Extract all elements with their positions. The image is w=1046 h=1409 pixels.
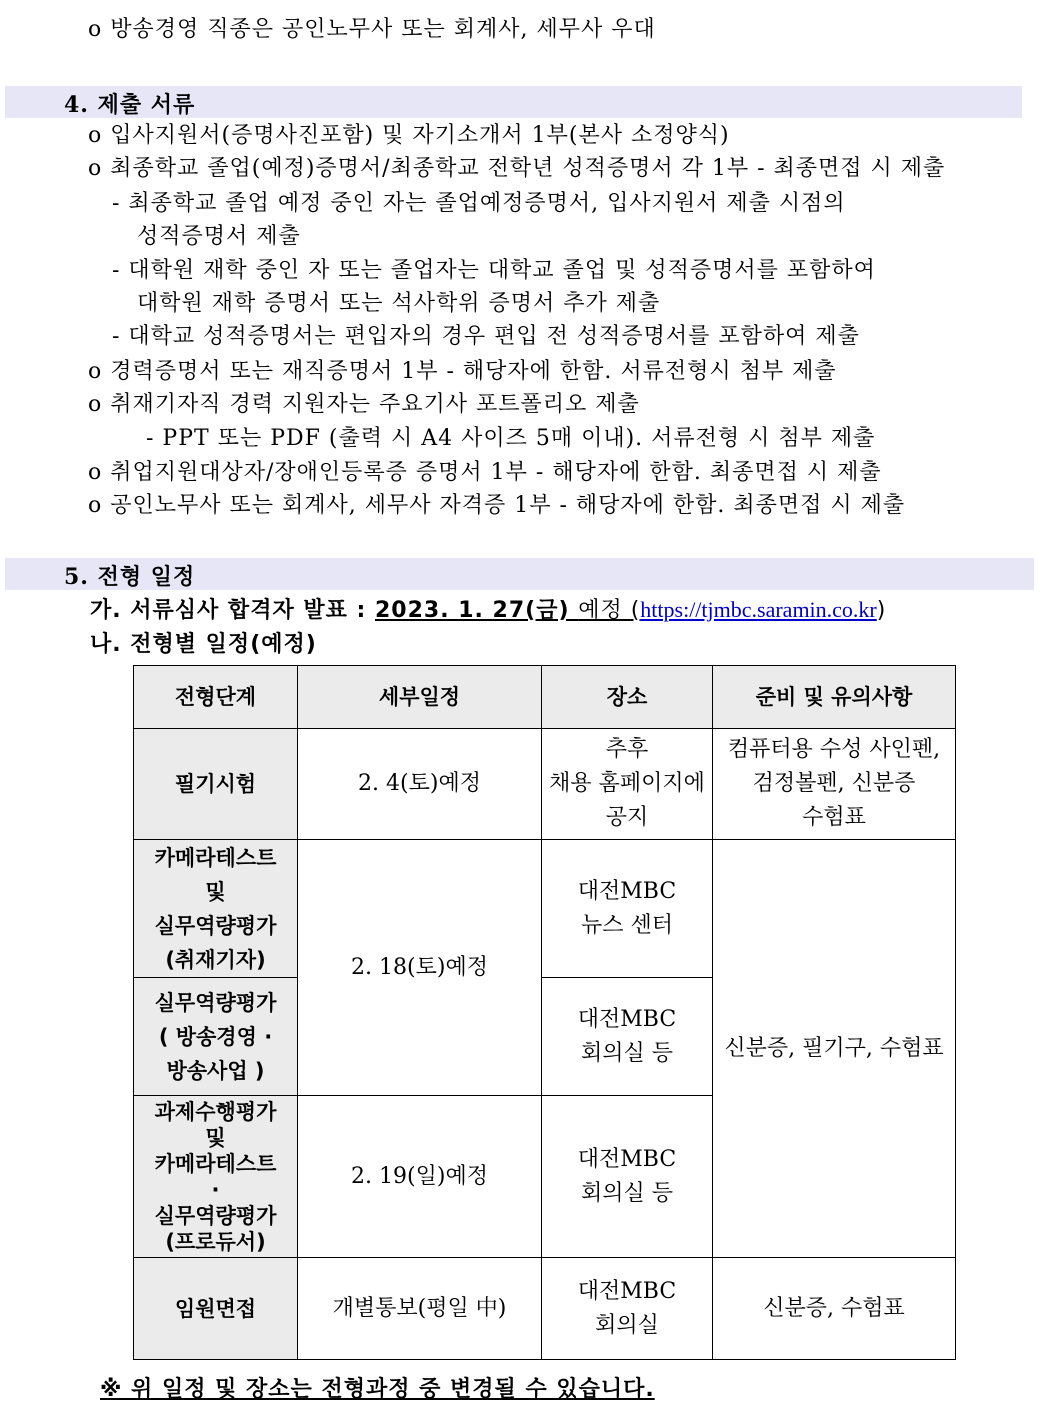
stage-interview: 임원면접 [134, 1258, 298, 1360]
stage-camera-line: 및 [205, 879, 226, 904]
announcement-paren-close: ) [876, 598, 887, 623]
place-practical-line: 대전MBC [577, 1006, 677, 1032]
place-interview [542, 1258, 713, 1360]
doc-item: o 최종학교 졸업(예정)증명서/최종학교 전학년 성적증명서 각 1부 - 최종면접 시 제출 [88, 156, 946, 181]
stage-practical-line: 방송사업 ) [166, 1058, 265, 1083]
place-producer [542, 1096, 713, 1258]
header-date: 세부일정 [298, 666, 542, 729]
stage-producer-line: 과제수행평가 [154, 1099, 277, 1124]
table-row-interview [134, 1258, 956, 1360]
stage-practical-line: 실무역량평가 [154, 990, 277, 1015]
schedule-subtitle: 나. 전형별 일정(예정) [90, 632, 317, 657]
doc-subitem-cont: 성적증명서 제출 [137, 224, 301, 249]
doc-item: o 경력증명서 또는 재직증명서 1부 - 해당자에 한함. 서류전형시 첨부 제출 [88, 359, 837, 384]
doc-item: o 입사지원서(증명사진포함) 및 자기소개서 1부(본사 소정양식) [88, 123, 730, 148]
doc-subitem: - 대학원 재학 중인 자 또는 졸업자는 대학교 졸업 및 성적증명서를 포함하여 [112, 258, 876, 283]
place-written-line: 추후 [605, 737, 649, 762]
stage-written: 필기시험 [134, 729, 298, 840]
section5-title: 5. 전형 일정 [64, 564, 196, 590]
place-practical [542, 978, 713, 1096]
place-interview-line: 대전MBC [577, 1278, 677, 1304]
place-camera-line: 뉴스 센터 [580, 912, 673, 938]
prep-shared: 신분증, 필기구, 수험표 [713, 840, 956, 1258]
stage-camera [134, 840, 298, 978]
announcement-date: 2023. 1. 27(금) [374, 598, 579, 623]
date-producer: 2. 19(일)예정 [298, 1096, 542, 1258]
stage-practical-line: ( 방송경영 · [158, 1024, 273, 1049]
header-stage: 전형단계 [134, 666, 298, 729]
recruit-site-link[interactable]: https://tjmbc.saramin.co.kr [640, 597, 877, 622]
date-feb18: 2. 18(토)예정 [298, 840, 542, 1096]
table-row-camera [134, 840, 956, 978]
change-notice: ※ 위 일정 및 장소는 전형과정 중 변경될 수 있습니다. [100, 1377, 655, 1402]
header-prep: 준비 및 유의사항 [713, 666, 956, 729]
doc-item: o 취재기자직 경력 지원자는 주요기사 포트폴리오 제출 [88, 392, 640, 417]
announcement-paren-open: ( [630, 598, 641, 623]
stage-camera-line: (취재기자) [165, 947, 266, 972]
intro-line: o 방송경영 직종은 공인노무사 또는 회계사, 세무사 우대 [88, 17, 656, 42]
announcement-label: 가. 서류심사 합격자 발표 : [90, 598, 375, 623]
prep-written-line: 컴퓨터용 수성 사인펜, [727, 737, 941, 762]
stage-producer [134, 1096, 298, 1258]
place-camera [542, 840, 713, 978]
place-written-line: 공지 [605, 805, 649, 830]
table-row-written [134, 729, 956, 840]
stage-producer-line: 및 [205, 1125, 226, 1150]
stage-practical [134, 978, 298, 1096]
doc-item: o 취업지원대상자/장애인등록증 증명서 1부 - 해당자에 한함. 최종면접 시 제출 [88, 460, 882, 485]
prep-interview: 신분증, 수험표 [713, 1258, 956, 1360]
place-producer-line: 대전MBC [577, 1146, 677, 1172]
doc-subitem: - 대학교 성적증명서는 편입자의 경우 편입 전 성적증명서를 포함하여 제출 [112, 324, 860, 349]
header-place: 장소 [542, 666, 713, 729]
date-interview: 개별통보(평일 中) [298, 1258, 542, 1360]
stage-camera-line: 카메라테스트 [154, 845, 277, 870]
doc-subitem: - PPT 또는 PDF (출력 시 A4 사이즈 5매 이내). 서류전형 시 첨부 제출 [146, 426, 876, 451]
place-interview-line: 회의실 [595, 1312, 659, 1338]
section4-title: 4. 제출 서류 [64, 92, 196, 118]
stage-producer-line: 실무역량평가 [154, 1203, 277, 1228]
prep-written-line: 수험표 [802, 805, 866, 830]
doc-item: o 공인노무사 또는 회계사, 세무사 자격증 1부 - 해당자에 한함. 최종면접 시 제출 [88, 493, 906, 518]
prep-written [713, 729, 956, 840]
prep-written-line: 검정볼펜, 신분증 [752, 771, 916, 796]
stage-producer-line: (프로듀서) [165, 1229, 266, 1254]
table-header-row [134, 666, 956, 729]
schedule-table [133, 665, 956, 1360]
date-written: 2. 4(토)예정 [298, 729, 542, 840]
doc-subitem-cont: 대학원 재학 증명서 또는 석사학위 증명서 추가 제출 [137, 291, 661, 316]
doc-subitem: - 최종학교 졸업 예정 중인 자는 졸업예정증명서, 입사지원서 제출 시점의 [112, 191, 846, 216]
announcement-suffix: 예정 [578, 598, 631, 623]
stage-producer-line: 카메라테스트 [154, 1151, 277, 1176]
announcement-line [90, 593, 886, 624]
place-camera-line: 대전MBC [577, 878, 677, 904]
place-written [542, 729, 713, 840]
place-practical-line: 회의실 등 [580, 1040, 673, 1066]
place-written-line: 채용 홈페이지에 [549, 771, 705, 796]
stage-producer-line: · [211, 1177, 220, 1202]
stage-camera-line: 실무역량평가 [154, 913, 277, 938]
place-producer-line: 회의실 등 [580, 1180, 673, 1206]
